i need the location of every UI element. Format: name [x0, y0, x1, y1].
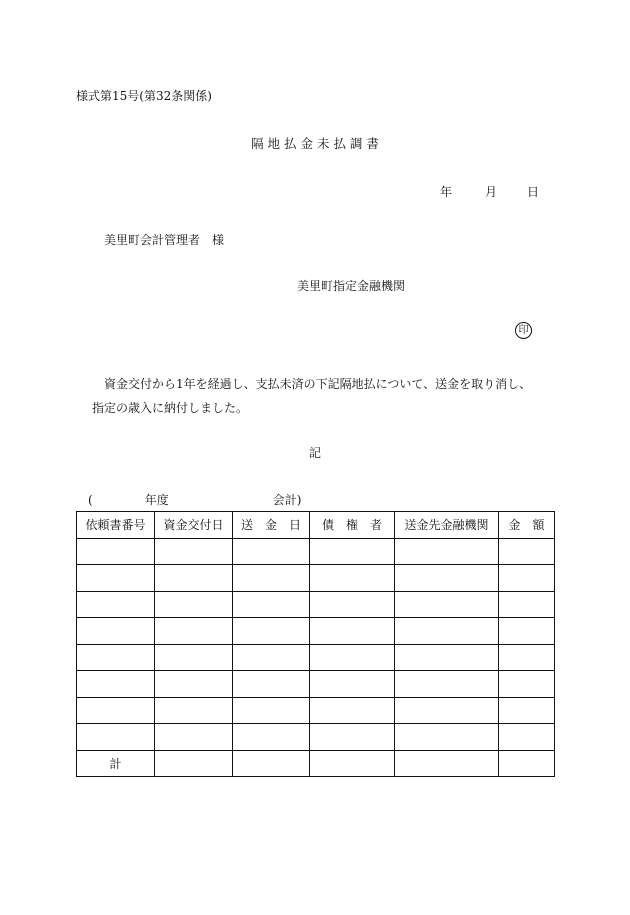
date-month: 月: [485, 185, 498, 199]
table-cell[interactable]: [499, 618, 555, 645]
table-cell[interactable]: [77, 724, 155, 751]
document-title: 隔 地 払 金 未 払 調 書: [251, 136, 379, 151]
table-cell[interactable]: [233, 697, 310, 724]
table-cell[interactable]: [233, 618, 310, 645]
table-cell[interactable]: [310, 671, 395, 698]
table-body: [77, 538, 555, 777]
table-cell[interactable]: [310, 538, 395, 565]
table-cell[interactable]: [155, 671, 233, 698]
table-cell[interactable]: [233, 671, 310, 698]
table-cell[interactable]: [499, 697, 555, 724]
table-cell[interactable]: [310, 565, 395, 592]
form-number: 様式第15号(第32条関係): [76, 89, 212, 103]
table-cell[interactable]: [233, 644, 310, 671]
table-cell[interactable]: [77, 591, 155, 618]
table-row: [77, 565, 555, 592]
table-cell[interactable]: [499, 644, 555, 671]
total-cell[interactable]: [499, 750, 555, 777]
total-row: [77, 750, 555, 777]
table-cell[interactable]: [499, 591, 555, 618]
date-day: 日: [527, 185, 540, 199]
table-cell[interactable]: [233, 724, 310, 751]
table-cell[interactable]: [310, 591, 395, 618]
total-cell[interactable]: [310, 750, 395, 777]
table-cell[interactable]: [233, 591, 310, 618]
table-header-row: [77, 512, 555, 539]
table-cell[interactable]: [310, 724, 395, 751]
table-cell[interactable]: [310, 697, 395, 724]
table-cell[interactable]: [233, 565, 310, 592]
table-cell[interactable]: [310, 644, 395, 671]
table-row: [77, 644, 555, 671]
total-label: 計: [77, 750, 155, 777]
total-cell[interactable]: [233, 750, 310, 777]
table-cell[interactable]: [233, 538, 310, 565]
body-text: [92, 372, 562, 420]
header-amount: 金 額: [499, 512, 555, 539]
table-cell[interactable]: [155, 644, 233, 671]
ki-heading: 記: [308, 446, 321, 460]
header-remit-date: 送 金 日: [233, 512, 310, 539]
sender-institution: 美里町指定金融機関: [297, 279, 406, 293]
table-cell[interactable]: [395, 591, 499, 618]
table-row: [77, 618, 555, 645]
table-row: [77, 697, 555, 724]
date-line: [440, 183, 539, 200]
account-label: 会計): [272, 493, 302, 507]
addressee: 美里町会計管理者 様: [104, 233, 225, 247]
table-cell[interactable]: [77, 538, 155, 565]
table-cell[interactable]: [499, 538, 555, 565]
header-destination-bank: 送金先金融機関: [395, 512, 499, 539]
table-cell[interactable]: [155, 591, 233, 618]
fiscal-year-label: 年度: [144, 493, 169, 507]
body-line-1: 資金交付から1年を経過し、支払未済の下記隔地払について、送金を取り消し、: [104, 377, 532, 391]
table-row: [77, 671, 555, 698]
remittance-table: [76, 511, 555, 777]
table-cell[interactable]: [77, 671, 155, 698]
table-row: [77, 591, 555, 618]
header-request-number: 依頼書番号: [77, 512, 155, 539]
table-cell[interactable]: [77, 565, 155, 592]
table-cell[interactable]: [155, 538, 233, 565]
table-cell[interactable]: [395, 565, 499, 592]
fiscal-open-paren: (: [88, 493, 93, 507]
header-fund-date: 資金交付日: [155, 512, 233, 539]
header-creditor: 債 権 者: [310, 512, 395, 539]
table-cell[interactable]: [395, 618, 499, 645]
table-cell[interactable]: [155, 618, 233, 645]
table-row: [77, 724, 555, 751]
table-cell[interactable]: [395, 697, 499, 724]
table-cell[interactable]: [395, 644, 499, 671]
total-cell[interactable]: [155, 750, 233, 777]
table-cell[interactable]: [77, 644, 155, 671]
seal-mark: 印: [515, 322, 532, 339]
fiscal-line: [88, 491, 301, 508]
table-cell[interactable]: [77, 618, 155, 645]
table-cell[interactable]: [499, 724, 555, 751]
table-cell[interactable]: [395, 671, 499, 698]
table-cell[interactable]: [77, 697, 155, 724]
table-cell[interactable]: [499, 671, 555, 698]
table-cell[interactable]: [155, 565, 233, 592]
table-cell[interactable]: [310, 618, 395, 645]
table-cell[interactable]: [395, 538, 499, 565]
table-cell[interactable]: [499, 565, 555, 592]
body-line-2: 指定の歳入に納付しました。: [92, 401, 249, 415]
table-row: [77, 538, 555, 565]
table-cell[interactable]: [155, 697, 233, 724]
total-cell[interactable]: [395, 750, 499, 777]
table-cell[interactable]: [395, 724, 499, 751]
table-cell[interactable]: [155, 724, 233, 751]
date-year: 年: [440, 185, 453, 199]
